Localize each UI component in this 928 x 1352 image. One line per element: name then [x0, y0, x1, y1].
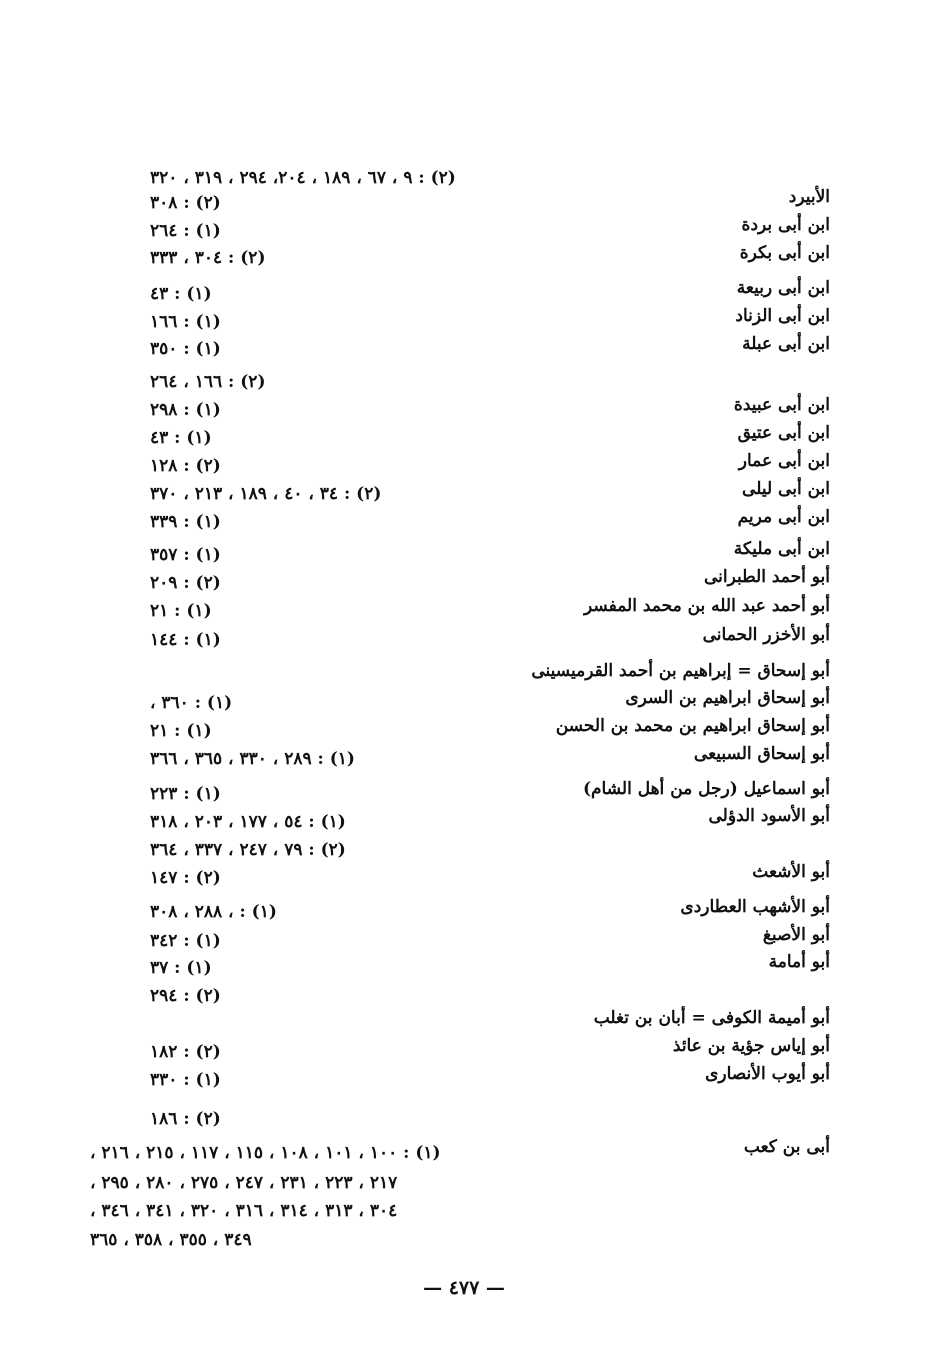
entry-ref: (١) : ١٦٦	[150, 312, 221, 332]
entry-name: ابن أبى ليلى	[742, 479, 830, 499]
entry-ref: (١) : ٣٣٠	[150, 1070, 221, 1090]
entry-ref: (١) : ٢٦٤	[150, 221, 221, 241]
entry-name: أبو أميمة الكوفى = أبان بن تغلب	[593, 1008, 830, 1028]
entry-name: أبو الأصبغ	[762, 925, 830, 945]
entry-ref: (١) : ، ٢٨٨ ، ٣٠٨	[150, 902, 277, 922]
entry-name: أبى بن كعب	[743, 1137, 830, 1157]
entry-name: أبو الأسود الدؤلى	[708, 806, 830, 826]
entry-ref: (٢) : ٣٤ ، ٤٠ ، ١٨٩ ، ٢١٣ ، ٣٧٠	[150, 484, 382, 504]
entry-ref: (٢) : ٢٠٩	[150, 573, 221, 593]
entry-ref: (١) : ٥٤ ، ١٧٧ ، ٢٠٣ ، ٣١٨	[150, 812, 346, 832]
entry-ref: (٢) : ١٨٦	[150, 1109, 221, 1129]
entry-ref: (١) : ٣٦٠ ،	[150, 693, 233, 713]
entry-ref: (٢) : ٢٩٤	[150, 986, 221, 1006]
entry-ref: (٢) : ٣٠٤ ، ٣٣٣	[150, 248, 266, 268]
entry-ref: (١) : ٤٣	[150, 428, 212, 448]
entry-ref: (٢) : ٩ ، ٦٧ ، ١٨٩ ، ٢٠٤، ٢٩٤ ، ٣١٩ ، ٣٢٠	[150, 168, 456, 188]
continuation-line: ٣٠٤ ، ٣١٣ ، ٣١٤ ، ٣١٦ ، ٣٢٠ ، ٣٤١ ، ٣٤٦ ،	[90, 1201, 398, 1221]
entry-ref: (٢) : ١٢٨	[150, 456, 221, 476]
entry-name: ابن أبى عمار	[738, 451, 830, 471]
entry-ref: (١) : ٢٩٨	[150, 400, 221, 420]
entry-name: أبو الأشعث	[752, 862, 830, 882]
entry-ref: (١) : ٣٤٢	[150, 931, 221, 951]
page-number: — ٤٧٧ —	[423, 1277, 505, 1299]
continuation-line: ٢١٧ ، ٢٢٣ ، ٢٣١ ، ٢٤٧ ، ٢٧٥ ، ٢٨٠ ، ٢٩٥ ،	[90, 1173, 398, 1193]
entry-ref: (١) : ٤٣	[150, 284, 212, 304]
entry-ref: (١) : ١٤٤	[150, 630, 221, 650]
entry-name: أبو الأشهب العطاردى	[680, 897, 830, 917]
continuation-line: ٣٤٩ ، ٣٥٥ ، ٣٥٨ ، ٣٦٥	[90, 1230, 252, 1250]
entry-ref: (١) : ٢٨٩ ، ٣٣٠ ، ٣٦٥ ، ٣٦٦	[150, 749, 355, 769]
entry-ref: (١) : ٣٧	[150, 958, 212, 978]
entry-name: أبو أحمد عبد الله بن محمد المفسر	[584, 596, 830, 616]
entry-name: أبو إسحاق = إبراهيم بن أحمد القرميسينى	[531, 661, 830, 681]
entry-ref: (٢) : ١٤٧	[150, 868, 221, 888]
entry-name: ابن أبى عبيدة	[733, 395, 830, 415]
entry-name: ابن أبى ربيعة	[736, 278, 830, 298]
entry-name: ابن أبى مليكة	[733, 539, 830, 559]
entry-name: أبو إسحاق السبيعى	[693, 744, 830, 764]
entry-name: ابن أبى بكرة	[739, 243, 830, 263]
entry-name: ابن أبى الزناد	[735, 306, 830, 326]
entry-ref: (١) : ٢٢٣	[150, 784, 221, 804]
entry-name: ابن أبى عتيق	[737, 423, 830, 443]
entry-name: أبو أمامة	[768, 952, 830, 972]
entry-ref: (٢) : ١٦٦ ، ٢٦٤	[150, 372, 266, 392]
entry-name: ابن أبى عبلة	[742, 334, 830, 354]
entry-ref: (١) : ٢١	[150, 721, 212, 741]
entry-name: ابن أبى مريم	[737, 507, 830, 527]
entry-name: ابن أبى بردة	[741, 215, 830, 235]
entry-ref: (١) : ٣٣٩	[150, 512, 221, 532]
entry-ref: (٢) : ٣٠٨	[150, 193, 221, 213]
entry-name: أبو الأخزر الحمانى	[702, 625, 830, 645]
entry-ref: (١) : ٣٥٠	[150, 339, 221, 359]
entry-ref: (٢) : ١٨٢	[150, 1042, 221, 1062]
entry-name: أبو أيوب الأنصارى	[705, 1064, 830, 1084]
entry-name: أبو إسحاق ابراهيم بن السرى	[625, 688, 830, 708]
entry-ref: (١) : ١٠٠ ، ١٠١ ، ١٠٨ ، ١١٥ ، ١١٧ ، ٢١٥ ، ٢١٦ ،	[90, 1143, 441, 1163]
entry-name: أبو أحمد الطبرانى	[703, 567, 830, 587]
entry-ref: (٢) : ٧٩ ، ٢٤٧ ، ٣٣٧ ، ٣٦٤	[150, 840, 346, 860]
entry-ref: (١) : ٣٥٧	[150, 545, 221, 565]
entry-name: أبو اسماعيل (رجل من أهل الشام)	[582, 779, 830, 799]
entry-name: أبو إسحاق ابراهيم بن محمد بن الحسن	[555, 716, 830, 736]
entry-name: الأبيرد	[788, 187, 830, 207]
entry-ref: (١) : ٢١	[150, 601, 212, 621]
entry-name: أبو إياس جؤية بن عائذ	[672, 1036, 830, 1056]
